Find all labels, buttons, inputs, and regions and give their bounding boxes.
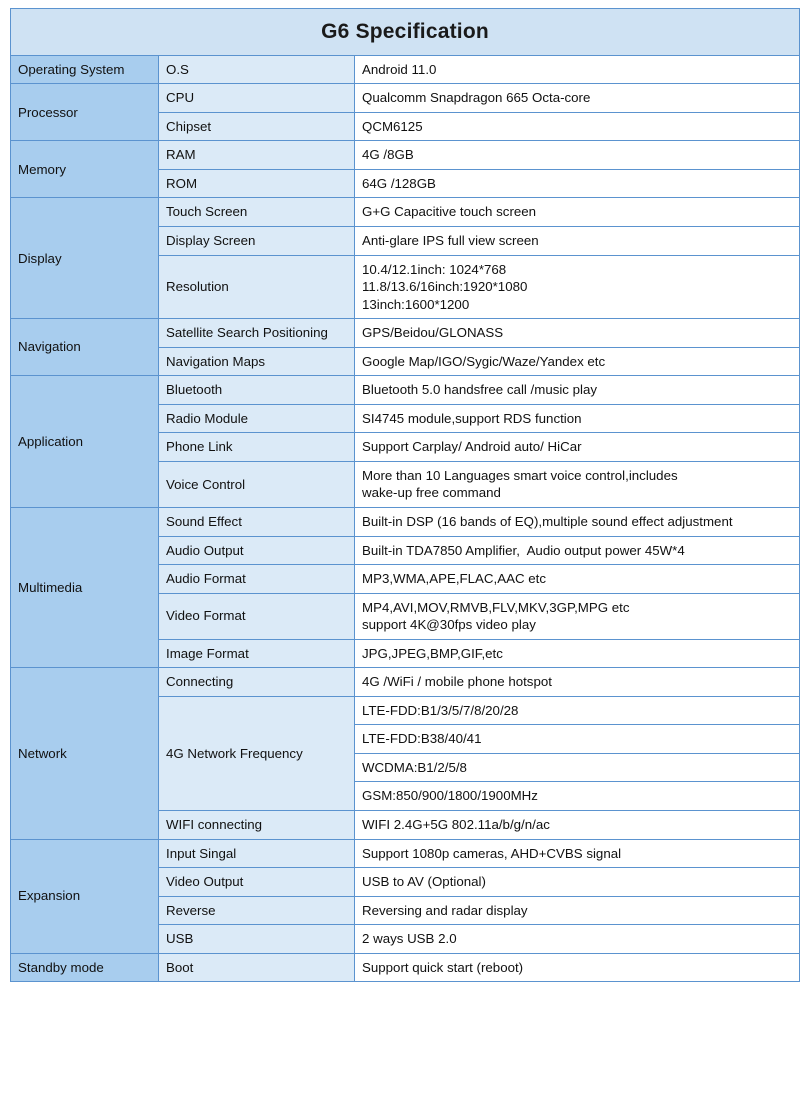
value-line: 2 ways USB 2.0 (362, 931, 457, 947)
category-cell: Multimedia (11, 508, 159, 668)
value-line: support 4K@30fps video play (362, 617, 536, 633)
category-cell: Navigation (11, 319, 159, 376)
item-cell: Touch Screen (159, 198, 355, 227)
category-cell: Processor (11, 84, 159, 141)
value-line: Bluetooth 5.0 handsfree call /music play (362, 382, 598, 398)
table-row (11, 141, 800, 170)
value-cell (355, 868, 800, 897)
item-cell: USB (159, 925, 355, 954)
value-line: More than 10 Languages smart voice control,includes (362, 467, 678, 483)
table-row (11, 376, 800, 405)
table-body (11, 9, 800, 982)
category-cell: Expansion (11, 839, 159, 953)
page-title: G6 Specification (11, 9, 800, 56)
item-cell: Resolution (159, 255, 355, 319)
item-cell: Reverse (159, 896, 355, 925)
value-cell (355, 639, 800, 668)
table-row (11, 319, 800, 348)
category-cell: Application (11, 376, 159, 508)
item-cell: Connecting (159, 668, 355, 697)
item-cell: Video Output (159, 868, 355, 897)
value-cell (355, 112, 800, 141)
value-cell (355, 668, 800, 697)
value-line: GSM:850/900/1800/1900MHz (362, 788, 538, 804)
value-line: wake-up free command (362, 485, 501, 501)
item-cell: CPU (159, 84, 355, 113)
value-line: LTE-FDD:B38/40/41 (362, 731, 482, 747)
value-line: WIFI 2.4G+5G 802.11a/b/g/n/ac (362, 817, 550, 833)
value-cell (355, 319, 800, 348)
item-cell: O.S (159, 55, 355, 84)
value-line: Qualcomm Snapdragon 665 Octa-core (362, 90, 591, 106)
value-line: LTE-FDD:B1/3/5/7/8/20/28 (362, 702, 519, 718)
value-cell (355, 725, 800, 754)
value-cell (355, 896, 800, 925)
item-cell: Video Format (159, 593, 355, 639)
value-line: 11.8/13.6/16inch:1920*1080 (362, 279, 528, 295)
value-cell (355, 347, 800, 376)
category-cell: Memory (11, 141, 159, 198)
item-cell: Input Singal (159, 839, 355, 868)
value-cell (355, 404, 800, 433)
value-cell (355, 839, 800, 868)
value-cell (355, 198, 800, 227)
value-line: Reversing and radar display (362, 902, 528, 918)
value-cell (355, 255, 800, 319)
value-line: QCM6125 (362, 118, 423, 134)
table-row (11, 668, 800, 697)
value-line: Android 11.0 (362, 61, 437, 77)
item-cell: WIFI connecting (159, 811, 355, 840)
category-cell: Operating System (11, 55, 159, 84)
item-cell: Audio Format (159, 565, 355, 594)
value-cell (355, 376, 800, 405)
value-line: WCDMA:B1/2/5/8 (362, 759, 467, 775)
table-row (11, 198, 800, 227)
value-cell (355, 782, 800, 811)
value-line: 13inch:1600*1200 (362, 296, 470, 312)
value-cell (355, 696, 800, 725)
table-row (11, 953, 800, 982)
value-line: Support Carplay/ Android auto/ HiCar (362, 439, 582, 455)
value-cell (355, 461, 800, 507)
value-cell (355, 925, 800, 954)
table-row (11, 84, 800, 113)
item-cell: Boot (159, 953, 355, 982)
item-cell: Sound Effect (159, 508, 355, 537)
item-cell: Voice Control (159, 461, 355, 507)
value-line: Google Map/IGO/Sygic/Waze/Yandex etc (362, 353, 606, 369)
value-cell (355, 753, 800, 782)
table-title-row (11, 9, 800, 56)
value-cell (355, 227, 800, 256)
value-cell (355, 953, 800, 982)
item-cell: Radio Module (159, 404, 355, 433)
item-cell: Satellite Search Positioning (159, 319, 355, 348)
value-line: Anti-glare IPS full view screen (362, 233, 539, 248)
value-line: USB to AV (Optional) (362, 874, 486, 890)
value-cell (355, 593, 800, 639)
table-row (11, 55, 800, 84)
specification-table (10, 8, 800, 982)
value-line: MP3,WMA,APE,FLAC,AAC etc (362, 571, 546, 587)
value-cell (355, 55, 800, 84)
value-line: GPS/Beidou/GLONASS (362, 325, 504, 341)
value-line: 64G /128GB (362, 175, 436, 191)
value-line: Built-in DSP (16 bands of EQ),multiple sound effect adjustment (362, 514, 733, 530)
value-cell (355, 141, 800, 170)
table-row (11, 508, 800, 537)
value-line: MP4,AVI,MOV,RMVB,FLV,MKV,3GP,MPG etc (362, 599, 630, 615)
item-cell: Image Format (159, 639, 355, 668)
value-line: JPG,JPEG,BMP,GIF,etc (362, 645, 503, 661)
value-line: 4G /WiFi / mobile phone hotspot (362, 674, 552, 690)
item-cell: Chipset (159, 112, 355, 141)
value-cell (355, 811, 800, 840)
category-cell: Network (11, 668, 159, 839)
item-cell: Phone Link (159, 433, 355, 462)
category-cell: Standby mode (11, 953, 159, 982)
value-line: SI4745 module,support RDS function (362, 410, 582, 426)
value-cell (355, 169, 800, 198)
item-cell: Audio Output (159, 536, 355, 565)
item-cell: Navigation Maps (159, 347, 355, 376)
value-cell (355, 565, 800, 594)
value-line: Built-in TDA7850 Amplifier, Audio output power 45W*4 (362, 542, 685, 558)
value-line: Support quick start (reboot) (362, 959, 524, 975)
value-cell (355, 508, 800, 537)
value-line: 10.4/12.1inch: 1024*768 (362, 261, 507, 277)
item-cell: 4G Network Frequency (159, 696, 355, 810)
category-cell: Display (11, 198, 159, 319)
item-cell: Display Screen (159, 227, 355, 256)
value-cell (355, 84, 800, 113)
table-row (11, 839, 800, 868)
item-cell: Bluetooth (159, 376, 355, 405)
value-line: G+G Capacitive touch screen (362, 204, 537, 220)
item-cell: ROM (159, 169, 355, 198)
value-line: Support 1080p cameras, AHD+CVBS signal (362, 845, 622, 861)
value-cell (355, 536, 800, 565)
value-cell (355, 433, 800, 462)
item-cell: RAM (159, 141, 355, 170)
value-line: 4G /8GB (362, 147, 414, 163)
